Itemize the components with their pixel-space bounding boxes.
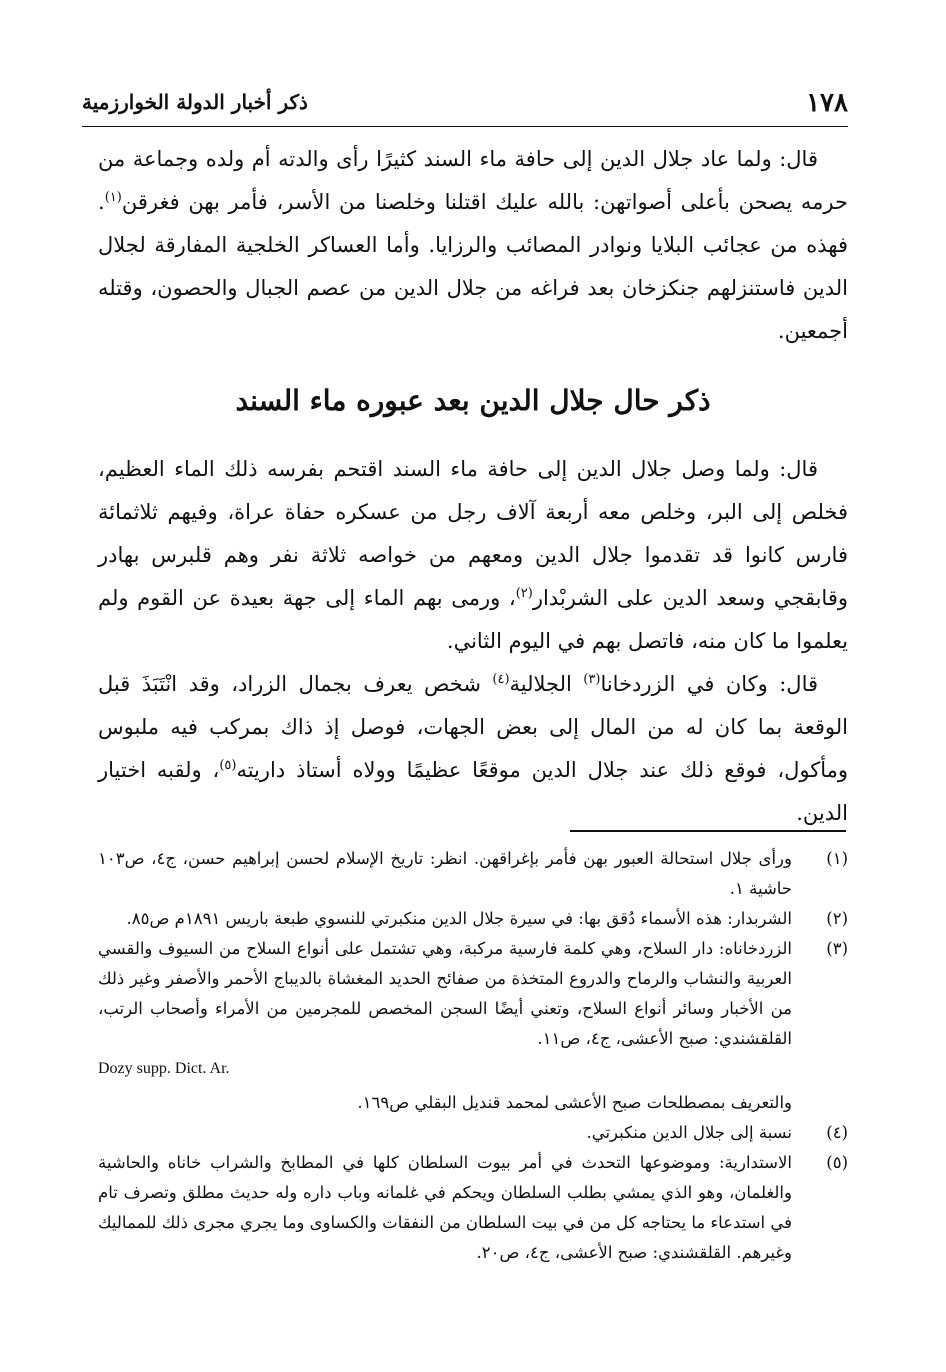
footnote-ref-5: (٥) — [219, 758, 237, 773]
footnote-text: الشربدار: هذه الأسماء دُقق بها: في سيرة جلال الدين منكبرتي للنسوي طبعة باريس ١٨٩١م ص٨٥. — [126, 909, 792, 928]
main-text — [98, 138, 848, 835]
footnote-text-continued: والتعريف بمصطلحات صبح الأعشى لمحمد قنديل البقلي ص١٦٩. — [357, 1093, 792, 1112]
footnote-text: الاستدارية: وموضوعها التحدث في أمر بيوت السلطان كلها في المطابخ والشراب خاناه والحاشية والغلمان، وهو الذي يمشي بطلب السلطان ويحكم في غلمانه وباب داره وله حديث مطلق وتصرف تام في استدعاء ما يحتاجه كل من في بيت السلطان من النفقات والكساوى وما يجري مجرى ذلك للمماليك وغيرهم. القلقشندي: صبح الأعشى، ج٤، ص٢٠. — [98, 1153, 792, 1262]
footnotes — [98, 844, 848, 1268]
footnote-ref-3: (٣) — [583, 672, 601, 687]
header-rule — [82, 126, 848, 127]
page-number: ١٧٨ — [806, 88, 848, 118]
footnote — [98, 1118, 848, 1148]
page-header — [82, 82, 848, 122]
footnote-number: (٤) — [826, 1123, 848, 1142]
running-title: ذكر أخبار الدولة الخوارزمية — [82, 90, 308, 114]
section-heading: ذكر حال جلال الدين بعد عبوره ماء السند — [235, 384, 711, 417]
footnote-separator — [570, 830, 846, 832]
footnote — [98, 934, 848, 1118]
paragraph-2: قال: ولما وصل جلال الدين إلى حافة ماء السند اقتحم بفرسه ذلك الماء العظيم، فخلص إلى البر، وخلص معه أربعة آلاف رجل من عسكره حفاة عراة، وفيهم ثلاثمائة فارس كانوا قد تقدموا جلال الدين ومعهم من خواصه ثلاثة نفر وهم قلبرس بهادر وقابقجي وسعد الدين على الشربْدار$^{(٢)}$، ورمى بهم الماء إلى جهة بعيدة عن القوم ولم يعلموا ما كان منه، فاتصل بهم في اليوم الثاني. — [98, 457, 848, 653]
paragraph-3: قال: وكان في الزردخانا$^{(٣)}$ الجلالية$^{(٤)}$ شخص يعرف بجمال الزراد، وقد انْتَبَذَ قبل الوقعة بما كان له من المال إلى بعض الجهات، فوصل إذ ذاك بمركب فيه ملبوس ومأكول، فوقع ذلك عند جلال الدين موقعًا عظيمًا وولاه أستاذ داريته$^{(٥)}$، ولقبه اختيار الدين. — [98, 672, 848, 825]
footnote-number: (٣) — [826, 939, 848, 958]
footnote — [98, 844, 848, 904]
footnote-number: (٢) — [826, 909, 848, 928]
footnote — [98, 904, 848, 934]
footnote-number: (٥) — [826, 1153, 848, 1172]
footnote-latin-reference: Dozy supp. Dict. Ar. — [98, 1060, 230, 1077]
footnote-ref-4: (٤) — [492, 672, 510, 687]
footnote-ref-1: (١) — [104, 190, 122, 205]
footnote-text: الزردخاناه: دار السلاح، وهي كلمة فارسية مركبة، وهي تشتمل على أنواع السلاح من السيوف والقسي العربية والنشاب والرماح والدروع المتخذة من صفائح الحديد المغشاة بالديباج الأحمر والأصفر وغير ذلك من الأخبار وسائر أنواع السلاح، وتعني أيضًا السجن المخصص للمجرمين من الأمراء وأصحاب الرتب، القلقشندي: صبح الأعشى، ج٤، ص١١. — [98, 939, 792, 1048]
footnote-number: (١) — [826, 849, 848, 868]
footnote-text: ورأى جلال استحالة العبور بهن فأمر بإغراقهن. انظر: تاريخ الإسلام لحسن إبراهيم حسن، ج٤، ص١٠٣ حاشية ١. — [98, 849, 792, 898]
footnote-text: نسبة إلى جلال الدين منكبرتي. — [586, 1123, 792, 1142]
footnote — [98, 1148, 848, 1268]
footnote-ref-2: (٢) — [515, 586, 533, 601]
paragraph-1: قال: ولما عاد جلال الدين إلى حافة ماء السند كثيرًا رأى والدته أم ولده وجماعة من حرمه يصحن بأعلى أصواتهن: بالله عليك اقتلنا وخلصنا من الأسر، فأمر بهن فغرقن$^{(١)}$. فهذه من عجائب البلايا ونوادر المصائب والرزايا. وأما العساكر الخلجية المفارقة لجلال الدين فاستنزلهم جنكزخان بعد فراغه من جلال الدين من عصم الجبال والحصون، وقتله أجمعين. — [98, 147, 848, 343]
